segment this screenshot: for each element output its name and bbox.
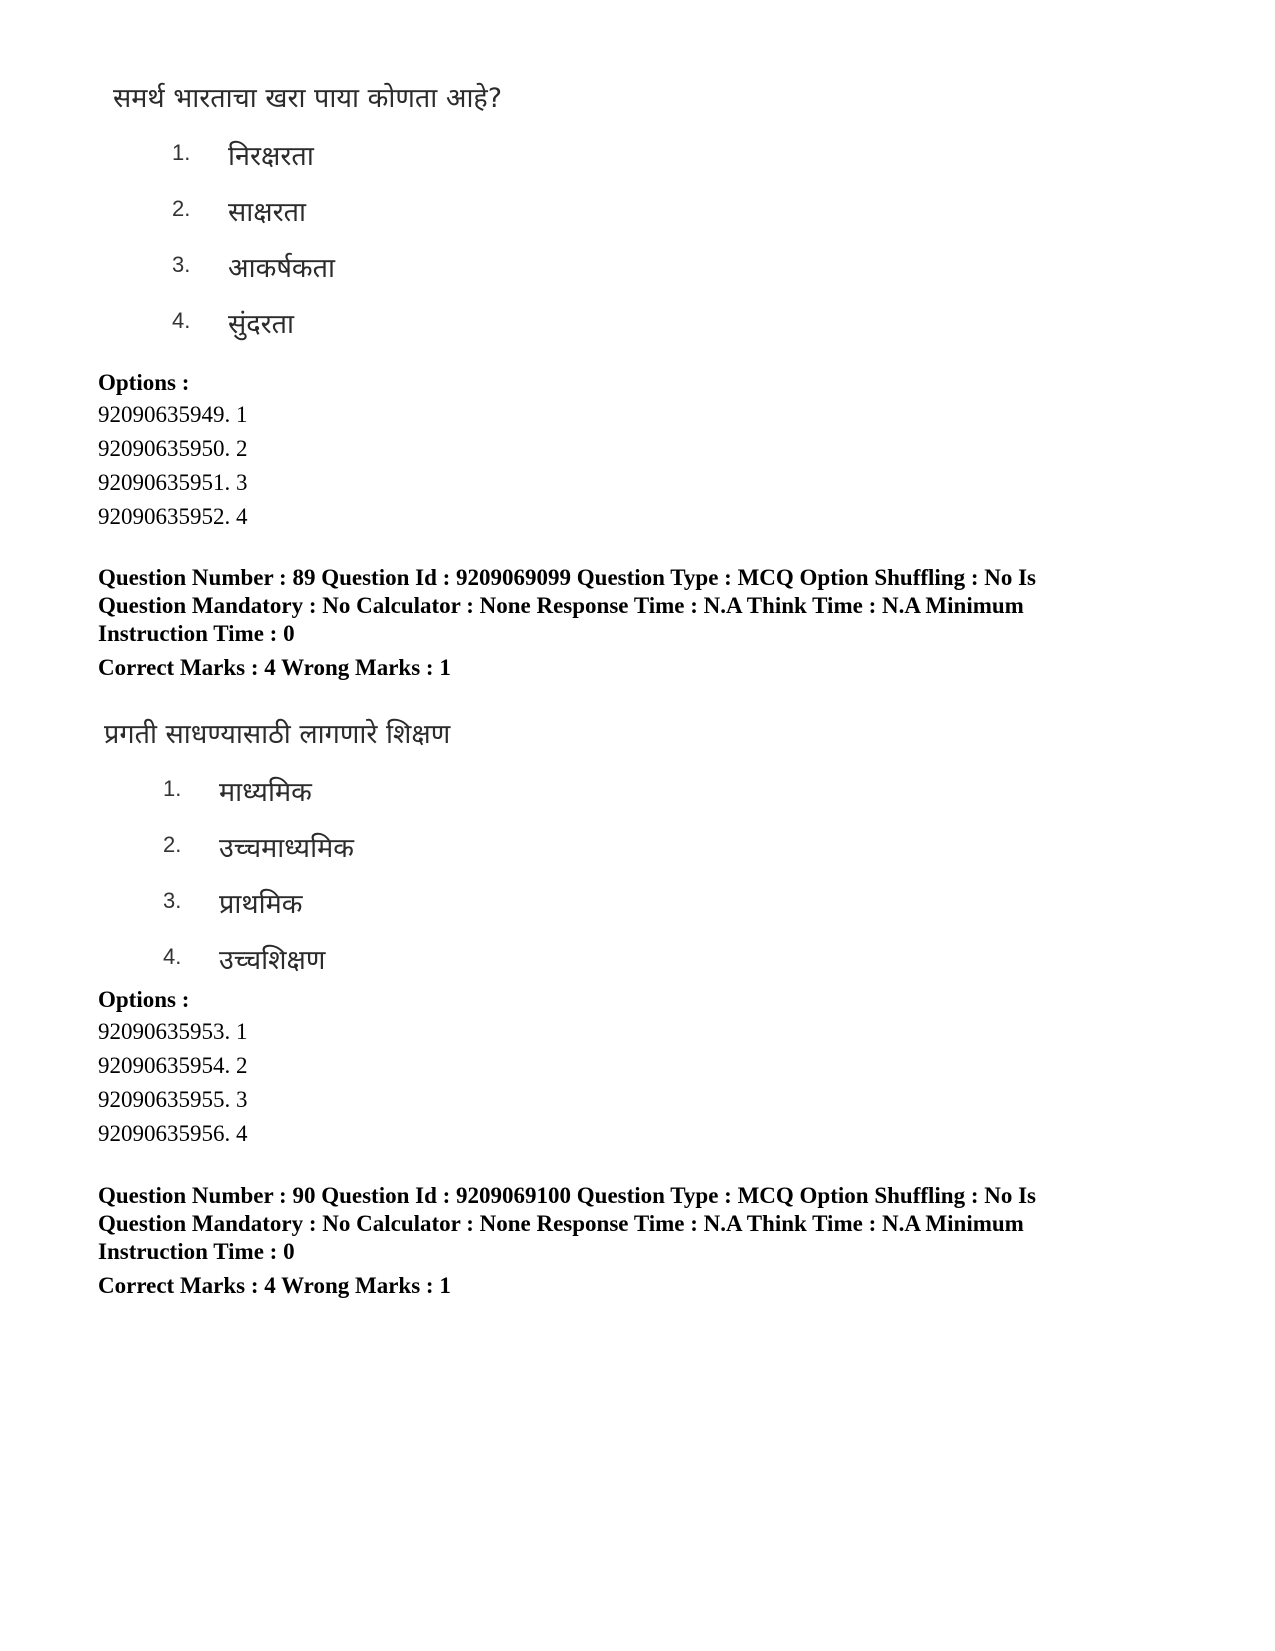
option-id-row: 92090635950. 2 <box>98 436 248 461</box>
option-label: उच्चमाध्यमिक <box>219 833 354 864</box>
options-list-a <box>98 369 248 537</box>
meta-line: Question Number : 90 Question Id : 9209069100 Question Type : MCQ Option Shuffling : No Is <box>98 1183 1037 1208</box>
options-heading: Options : <box>98 370 190 395</box>
marks-line: Correct Marks : 4 Wrong Marks : 1 <box>98 655 451 680</box>
option-label: आकर्षकता <box>228 253 336 284</box>
option-id-row: 92090635956. 4 <box>98 1121 248 1146</box>
option-label: प्राथमिक <box>219 889 303 920</box>
option-label: माध्यमिक <box>219 777 312 808</box>
option-number: 3. <box>172 252 191 277</box>
option-number: 2. <box>163 832 182 857</box>
option-number: 4. <box>172 308 191 333</box>
option-label: सुंदरता <box>228 309 295 340</box>
option-label: साक्षरता <box>228 197 307 228</box>
option-id-row: 92090635951. 3 <box>98 470 248 495</box>
question-a-image <box>0 0 1275 360</box>
meta-line: Instruction Time : 0 <box>98 1239 295 1264</box>
meta-line: Question Mandatory : No Calculator : None Response Time : N.A Think Time : N.A Minimum <box>98 1211 1024 1236</box>
option-id-row: 92090635952. 4 <box>98 504 248 529</box>
meta-line: Question Mandatory : No Calculator : None Response Time : N.A Think Time : N.A Minimum <box>98 593 1024 618</box>
option-number: 3. <box>163 888 182 913</box>
option-id-row: 92090635953. 1 <box>98 1019 248 1044</box>
option-id-row: 92090635949. 1 <box>98 402 248 427</box>
option-id-row: 92090635954. 2 <box>98 1053 248 1078</box>
question-90-meta <box>98 1182 1178 1299</box>
option-number: 4. <box>163 944 182 969</box>
meta-line: Instruction Time : 0 <box>98 621 295 646</box>
option-number: 1. <box>172 140 191 165</box>
question-a-text: समर्थ भारताचा खरा पाया कोणता आहे? <box>113 83 503 114</box>
options-heading: Options : <box>98 987 190 1012</box>
marks-line: Correct Marks : 4 Wrong Marks : 1 <box>98 1273 451 1298</box>
option-label: निरक्षरता <box>228 141 314 172</box>
option-number: 2. <box>172 196 191 221</box>
options-list-b <box>98 986 248 1154</box>
option-number: 1. <box>163 776 182 801</box>
question-b-image <box>0 700 1275 990</box>
option-label: उच्चशिक्षण <box>219 945 326 976</box>
option-id-row: 92090635955. 3 <box>98 1087 248 1112</box>
meta-line: Question Number : 89 Question Id : 9209069099 Question Type : MCQ Option Shuffling : No Is <box>98 565 1037 590</box>
question-89-meta <box>98 564 1178 681</box>
question-b-text: प्रगती साधण्यासाठी लागणारे शिक्षण <box>104 719 451 750</box>
